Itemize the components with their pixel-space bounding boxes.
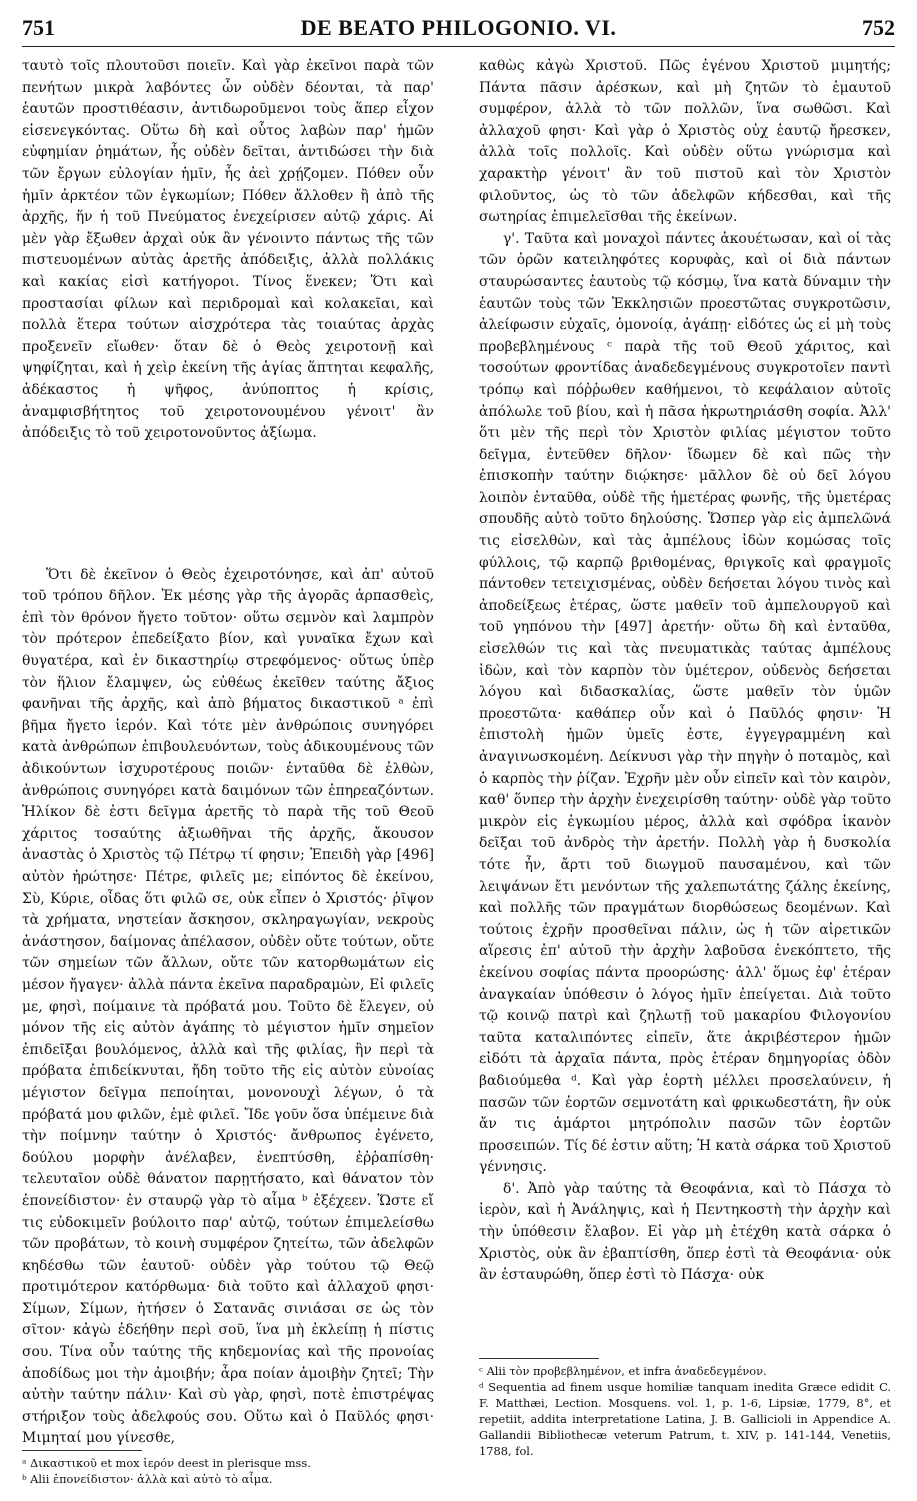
left-footnote-rule: [22, 1450, 142, 1451]
left-paragraph-1: ταυτὸ τοῖς πλουτοῦσι ποιεῖν. Καὶ γὰρ ἐκεῖνοι παρὰ τῶν πενήτων μικρὰ λαβόντες ὧν οὐδὲν δέονται, τὰ παρ' ἑαυτῶν προστιθέασιν, ἀντιδωροῦμενοι τοὺς ἅπερ εἶχον εἰσενεγκόντας. Οὕτω δὴ καὶ οὗτος λαβὼν παρ' ἡμῶν εὐφημίαν ῥημάτων, ἧς οὐδὲν δεῖται, ἀντιδώσει τὴν διὰ τῶν ἔργων εὐλογίαν ἡμῖν, ἧς ἀεὶ χρῄζομεν. Πόθεν οὖν ἡμῖν ἀρκτέον τῶν ἐγκωμίων; Πόθεν ἄλλοθεν ἢ ἀπὸ τῆς ἀρχῆς, ἥν ἡ τοῦ Πνεύματος ἐνεχείρισεν αὐτῷ χάρις. Αἱ μὲν γὰρ ἔξωθεν ἀρχαὶ οὐκ ἂν γένοιντο πάντως τῆς τῶν πιστευομένων αὐτὰς ἀρετῆς ἀπόδειξις, ἀλλὰ πολλάκις καὶ κακίας εἰσὶ κατήγοροι. Τίνος ἕνεκεν; Ὅτι καὶ προστασίαι φίλων καὶ περιδρομαὶ καὶ κολακεῖαι, καὶ πολλὰ ἕτερα τούτων αἰσχρότερα τὰς τοιαύτας ἀρχὰς προξενεῖν εἴωθεν· ὅταν δὲ ὁ Θεὸς χειροτονῇ καὶ ψηφίζηται, καὶ ἡ χεὶρ ἐκείνη τῆς ἁγίας ἅπτηται κεφαλῆς, ἀδέκαστος ἡ ψῆφος, ἀνύποπτος ἡ κρίσις, ἀναμφισβήτητος τοῦ χειροτονουμένου γένοιτ' ἂν ἀπόδειξις τὸ τοῦ χειροτονοῦντος ἀξίωμα.: [22, 58, 434, 442]
footnote-c: ᶜ Alii τὸν προβεβλημένον, et infra ἀναδεδεγμένον.: [479, 1364, 767, 1378]
page-header: [22, 8, 895, 48]
left-footnotes: [22, 1455, 434, 1487]
right-paragraph-2: γ'. Ταῦτα καὶ μοναχοὶ πάντες ἀκουέτωσαν, καὶ οἱ τὰς τῶν ὀρῶν κατειληφότες κορυφὰς, καὶ οἱ διὰ πάντων σταυρώσαντες ἑαυτοὺς τῷ κόσμῳ, ἵνα κατὰ δύναμιν τὴν ἑαυτῶν τοὺς τῶν Ἐκκλησιῶν προεστῶτας συγκροτῶσιν, ἀλείφωσιν εὐχαῖς, ὁμονοίᾳ, ἀγάπῃ· εἰδότες ὡς εἰ μὴ τοὺς προβεβλημένους ᶜ παρὰ τῆς τοῦ Θεοῦ χάριτος, καὶ τοσούτων φροντίδας ἀναδεδεγμένους συγκροτοῖεν παντὶ τρόπῳ καὶ πόῤῥωθεν καθήμενοι, τὸ κεφάλαιον αὐτοῖς ἀπόλωλε τοῦ βίου, καὶ ἡ πᾶσα ἠκρωτηριάσθη σοφία. Ἀλλ' ὅτι μὲν τῆς περὶ τὸν Χριστὸν φιλίας μέγιστον τοῦτο δεῖγμα, ἐντεῦθεν δῆλον· ἴδωμεν δὲ καὶ πῶς τὴν ἐπισκοπὴν ταύτην διῴκησε· μᾶλλον δὲ οὐ δεῖ λόγου λοιπὸν ἐνταῦθα, οὐδὲ τῆς ἡμετέρας φωνῆς, τῆς ὑμετέρας σπουδῆς αὐτὸ τοῦτο δηλούσης. Ὥσπερ γὰρ εἰς ἀμπελῶνά τις εἰσελθὼν, καὶ τὰς ἀμπέλους ἰδὼν κομώσας τοῖς φύλλοις, τῷ καρπῷ βριθομένας, θριγκοῖς καὶ φραγμοῖς πάντοθεν τετειχισμένας, οὐδὲν δεήσεται λόγου τινὸς καὶ ἀποδείξεως ἑτέρας, ὥστε μαθεῖν τοῦ ἀμπελουργοῦ καὶ τοῦ γηπόνου τὴν [497] ἀρετήν· οὕτω δὴ καὶ ἐνταῦθα, εἰσελθών τις καὶ τὰς πνευματικὰς ταύτας ἀμπέλους ἰδὼν, καὶ τὸν καρπὸν τὸν ὑμέτερον, οὐδενὸς δεήσεται λόγου καὶ διδασκαλίας, ὥστε μαθεῖν τὸν ὑμῶν προεστῶτα· καθάπερ οὖν καὶ ὁ Παῦλός φησιν· Ἡ ἐπιστολὴ ἡμῶν ὑμεῖς ἐστε, ἐγγεγραμμένη καὶ ἀναγινωσκομένη. Δείκνυσι γὰρ τὴν πηγὴν ὁ ποταμὸς, καὶ ὁ καρπὸς τὴν ῥίζαν. Ἐχρῆν μὲν οὖν εἰπεῖν καὶ τὸν καιρὸν, καθ' ὅνπερ τὴν ἀρχὴν ἐνεχειρίσθη ταύτην· οὐδὲ γὰρ τοῦτο μικρὸν εἰς ἐγκωμίου μέρος, ἀλλὰ καὶ σφόδρα ἱκανὸν δεῖξαι τοῦ ἀνδρὸς τὴν ἀρετήν. Πολλὴ γὰρ ἡ δυσκολία τότε ἦν, ἄρτι τοῦ διωγμοῦ παυσαμένου, καὶ τῶν λειψάνων ἔτι μενόντων τῆς χαλεπωτάτης ζάλης ἐκείνης, καὶ πολλῆς τῶν πραγμάτων διορθώσεως δεομένων. Καὶ τούτοις ἐχρῆν προσθεῖναι πάλιν, ὡς ἡ τῶν αἱρετικῶν αἵρεσις ἐπ' αὐτοῦ τὴν ἀρχὴν λαβοῦσα ἐνεκόπτετο, τῆς ἐκείνου σοφίας πάντα προορώσης· ἀλλ' ὅμως ἐφ' ἑτέραν ἀναγκαίαν ὑπόθεσιν ὁ λόγος ἡμῖν ἐπείγεται. Διὰ τοῦτο τῷ κοινῷ πατρὶ καὶ ζηλωτῇ τοῦ μακαρίου Φιλογονίου ταῦτα καταλιπόντες εἰπεῖν, ἅτε ἀκριβέστερον ἡμῶν εἰδότι τὰ ἀρχαῖα πάντα, πρὸς ἑτέραν δημηγορίας ὁδὸν βαδιούμεθα ᵈ. Καὶ γὰρ ἑορτὴ μέλλει προσελαύνειν, ἡ πασῶν τῶν ἑορτῶν σεμνοτάτη καὶ φρικωδεστάτη, ἣν οὐκ ἄν τις ἁμάρτοι μητρόπολιν πασῶν τῶν ἑορτῶν προσειπών. Τίς δέ ἐστιν αὕτη; Ἡ κατὰ σάρκα τοῦ Χριστοῦ γέννησις.: [479, 230, 891, 1176]
footnote-d: ᵈ Sequentia ad finem usque homiliæ tanquam inedita Græce edidit C. F. Matthæi, Lection. Mosquens. vol. 1, p. 1-6, Lipsiæ, 1779, 8°, et repetiit, addita interpretatione Latina, J. B. Gallicioli in Appendice A. Gallandii Bibliothecæ veterum Patrum, t. XIV, p. 141-144, Venetiis, 1788, fol.: [479, 1380, 891, 1458]
section-gap: [22, 445, 434, 565]
header-rule: [22, 46, 895, 47]
left-column: [22, 56, 434, 1450]
left-column-number: 751: [22, 15, 55, 40]
right-column: [479, 56, 891, 1287]
right-paragraph-3: δ'. Ἀπὸ γὰρ ταύτης τὰ Θεοφάνια, καὶ τὸ Πάσχα τὸ ἱερὸν, καὶ ἡ Ἀνάληψις, καὶ ἡ Πεντηκοστὴ τὴν ἀρχὴν καὶ τὴν ὑπόθεσιν ἔλαβον. Εἰ γὰρ μὴ ἐτέχθη κατὰ σάρκα ὁ Χριστὸς, οὐκ ἂν ἐβαπτίσθη, ὅπερ ἐστὶ τὰ Θεοφάνια· οὐκ ἂν ἐσταυρώθη, ὅπερ ἐστὶ τὸ Πάσχα· οὐκ: [479, 1180, 891, 1284]
footnote-a: ᵃ Δικαστικοῦ et mox ἱερόν deest in plerisque mss.: [22, 1456, 311, 1470]
running-title: DE BEATO PHILOGONIO. VI.: [300, 15, 617, 40]
right-footnote-rule: [479, 1358, 599, 1359]
right-footnotes: [479, 1363, 891, 1459]
left-paragraph-2: Ὅτι δὲ ἐκεῖνον ὁ Θεὸς ἐχειροτόνησε, καὶ ἀπ' αὐτοῦ τοῦ τρόπου δῆλον. Ἐκ μέσης γὰρ τῆς ἀγορᾶς ἁρπασθεὶς, ἐπὶ τὸν θρόνον ἤγετο τοῦτον· οὕτω σεμνὸν καὶ λαμπρὸν τὸν πρότερον ἐπεδείξατο βίον, καὶ γυναῖκα ἔχων καὶ θυγατέρα, καὶ ἐν δικαστηρίῳ στρεφόμενος· οὕτως ὑπὲρ τὸν ἥλιον ἔλαμψεν, ὡς εὐθέως ἐκεῖθεν ταύτης ἄξιος φανῆναι τῆς ἀρχῆς, καὶ ἀπὸ βήματος δικαστικοῦ ᵃ ἐπὶ βῆμα ἤγετο ἱερόν. Καὶ τότε μὲν ἀνθρώποις συνηγόρει κατὰ ἀνθρώπων ἐπιβουλευόντων, τοὺς ἀδικουμένους τῶν ἀδικούντων ἰσχυροτέρους ποιῶν· ἐνταῦθα δὲ ἐλθὼν, ἀνθρώποις συνηγόρει κατὰ δαιμόνων τῶν ἐπηρεαζόντων. Ἡλίκον δὲ ἐστι δεῖγμα ἀρετῆς τὸ παρὰ τῆς τοῦ Θεοῦ χάριτος τοσαύτης ἀξιωθῆναι τῆς ἀρχῆς, ἄκουσον ἀναστὰς ὁ Χριστὸς τῷ Πέτρῳ τί φησιν; Ἐπειδὴ γὰρ [496] αὐτὸν ἠρώτησε· Πέτρε, φιλεῖς με; εἰπόντος δὲ ἐκείνου, Σὺ, Κύριε, οἶδας ὅτι φιλῶ σε, οὐκ εἶπεν ὁ Χριστός· ῥῖψον τὰ χρήματα, νηστείαν ἄσκησον, σκληραγωγίαν, νεκροὺς ἀνάστησον, δαίμονας ἀπέλασον, οὐδὲν οὔτε τούτων, οὔτε τῶν σημείων τῶν ἄλλων, οὔτε τῶν κατορθωμάτων εἰς μέσον ἤγαγεν· ἀλλὰ πάντα ἐκεῖνα παραδραμὼν, Εἰ φιλεῖς με, φησὶ, ποίμαινε τὰ πρόβατά μου. Τοῦτο δὲ ἔλεγεν, οὐ μόνον τῆς εἰς αὐτὸν ἀγάπης τὸ μέγιστον ἡμῖν σημεῖον ἐπιδεῖξαι βουλόμενος, ἀλλὰ καὶ τῆς φιλίας, ἣν περὶ τὰ πρόβατα ἐπιδείκνυται, ἤδη τοῦτο τῆς εἰς αὐτὸν εὐνοίας μέγιστον δεῖγμα πεποίηται, μονονουχὶ λέγων, ὁ τὰ πρόβατά μου φιλῶν, ἐμὲ φιλεῖ. Ἴδε γοῦν ὅσα ὑπέμεινε διὰ τὴν ποίμνην ταύτην ὁ Χριστός· ἄνθρωπος ἐγένετο, δούλου μορφὴν ἀνέλαβεν, ἐνεπτύσθη, ἐῤῥαπίσθη· τελευταῖον οὐδὲ θάνατον παρῃτήσατο, καὶ θάνατον τὸν ἐπονείδιστον· ἐν σταυρῷ γὰρ τὸ αἷμα ᵇ ἐξέχεεν. Ὥστε εἴ τις εὐδοκιμεῖν βούλοιτο παρ' αὐτῷ, τούτων ἐπιμελείσθω τῶν προβάτων, τὸ κοινὴ συμφέρον ζητείτω, τῶν ἀδελφῶν κηδέσθω τῶν ἑαυτοῦ· οὐδὲν γὰρ τούτου τῷ Θεῷ προτιμότερον κατόρθωμα· διὰ τοῦτο καὶ ἀλλαχοῦ φησι· Σίμων, Σίμων, ἠτήσεν ὁ Σατανᾶς σινιάσαι σε ὡς τὸν σῖτον· κἀγὼ ἐδεήθην περὶ σοῦ, ἵνα μὴ ἐκλείπῃ ἡ πίστις σου. Τίνα οὖν ταύτης τῆς κηδεμονίας καὶ τῆς προνοίας ἀποδίδως μοι τὴν ἀμοιβήν; ἆρα ποίαν ἀμοιβὴν ζητεῖ; Τὴν αὐτὴν ταύτην πάλιν· Καὶ σὺ γὰρ, φησὶ, ποτὲ ἐπιστρέψας στήριξον τοὺς ἀδελφούς σου. Οὕτω καὶ ὁ Παῦλός φησι· Μιμηταί μου γίνεσθε,: [22, 566, 434, 1447]
right-paragraph-1: καθὼς κἀγὼ Χριστοῦ. Πῶς ἐγένου Χριστοῦ μιμητής; Πάντα πᾶσιν ἀρέσκων, καὶ μὴ ζητῶν τὸ ἐμαυτοῦ συμφέρον, ἀλλὰ τὸ τῶν πολλῶν, ἵνα σωθῶσι. Καὶ ἀλλαχοῦ φησι· Καὶ γὰρ ὁ Χριστὸς οὐχ ἑαυτῷ ἤρεσκεν, ἀλλὰ τοῖς πολλοῖς. Καὶ οὐδὲν οὕτω γνώρισμα καὶ χαρακτὴρ γένοιτ' ἂν τοῦ πιστοῦ καὶ τὸν Χριστὸν φιλοῦντος, ὡς τὸ τῶν ἀδελφῶν κήδεσθαι, καὶ τῆς σωτηρίας ἐπιμελεῖσθαι τῆς ἐκείνων.: [479, 58, 891, 226]
footnote-b: ᵇ Alii ἐπονείδιστον· ἀλλὰ καὶ αὐτὸ τὸ αἷμα.: [22, 1472, 273, 1486]
right-column-number: 752: [861, 15, 895, 40]
